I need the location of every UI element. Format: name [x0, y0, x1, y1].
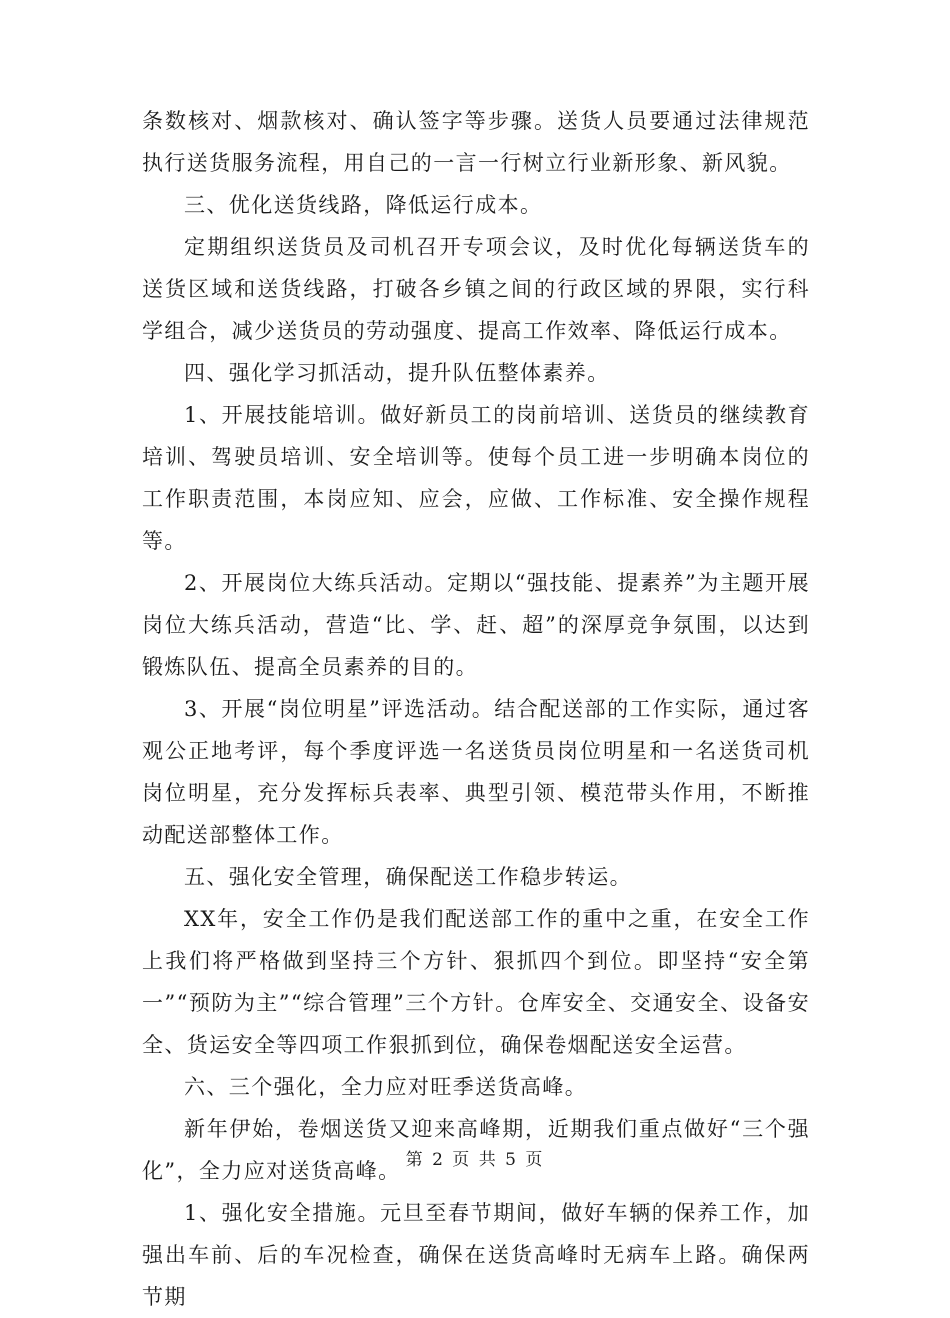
paragraph: 定期组织送货员及司机召开专项会议，及时优化每辆送货车的送货区域和送货线路，打破各乡镇之间的行政区域的界限，实行科学组合，减少送货员的劳动强度、提高工作效率、降低运行成本。	[142, 235, 810, 343]
paragraph: 2、开展岗位大练兵活动。定期以“强技能、提素养”为主题开展岗位大练兵活动，营造“比、学、赶、超”的深厚竞争氛围，以达到锻炼队伍、提高全员素养的目的。	[142, 571, 810, 679]
section-heading-5: 五、强化安全管理，确保配送工作稳步转运。	[184, 865, 632, 889]
paragraph: XX年，安全工作仍是我们配送部工作的重中之重，在安全工作上我们将严格做到坚持三个方针、狠抓四个到位。即坚持“安全第一”“预防为主”“综合管理”三个方针。仓库安全、交通安全、设备安全、货运安全等四项工作狠抓到位，确保卷烟配送安全运营。	[142, 907, 810, 1057]
paragraph: 新年伊始，卷烟送货又迎来高峰期，近期我们重点做好“三个强化”，全力应对送货高峰。	[142, 1117, 810, 1183]
section-heading-4: 四、强化学习抓活动，提升队伍整体素养。	[184, 361, 610, 385]
section-heading-6: 六、三个强化，全力应对旺季送货高峰。	[184, 1075, 588, 1099]
page-number-footer: 第 2 页 共 5 页	[405, 1150, 545, 1170]
paragraph: 3、开展“岗位明星”评选活动。结合配送部的工作实际，通过客观公正地考评，每个季度评选一名送货员岗位明星和一名送货司机岗位明星，充分发挥标兵表率、典型引领、模范带头作用，不断推动配送部整体工作。	[142, 697, 810, 847]
paragraph: 1、开展技能培训。做好新员工的岗前培训、送货员的继续教育培训、驾驶员培训、安全培训等。使每个员工进一步明确本岗位的工作职责范围，本岗应知、应会，应做、工作标准、安全操作规程等。	[142, 403, 810, 553]
paragraph: 1、强化安全措施。元旦至春节期间，做好车辆的保养工作，加强出车前、后的车况检查，确保在送货高峰时无病车上路。确保两节期	[142, 1201, 810, 1309]
paragraph-continuation: 条数核对、烟款核对、确认签字等步骤。送货人员要通过法律规范执行送货服务流程，用自己的一言一行树立行业新形象、新风貌。	[142, 109, 810, 175]
document-body	[142, 100, 810, 1318]
section-heading-3: 三、优化送货线路，降低运行成本。	[184, 193, 543, 217]
